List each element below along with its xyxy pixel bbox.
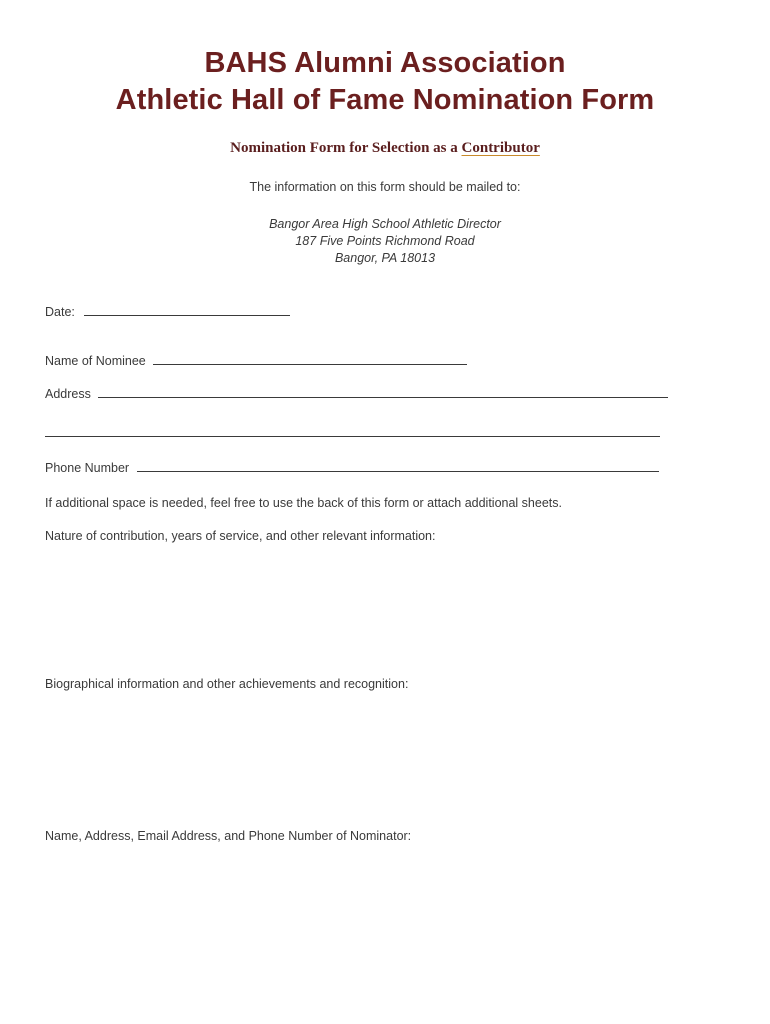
subtitle-category: Contributor <box>461 140 540 156</box>
address-row <box>45 385 668 401</box>
date-label: Date: <box>45 305 75 319</box>
mailing-address-line1: Bangor Area High School Athletic Director <box>269 217 501 231</box>
mailing-address <box>0 216 770 267</box>
nominee-name-field[interactable] <box>153 352 467 365</box>
mailing-address-line3: Bangor, PA 18013 <box>334 251 436 265</box>
additional-space-note: If additional space is needed, feel free to use the back of this form or attach additional sheets. <box>45 496 562 510</box>
address-field-line1[interactable] <box>98 385 668 398</box>
form-subtitle <box>0 140 770 157</box>
phone-row <box>45 459 659 475</box>
form-title-line2: Athletic Hall of Fame Nomination Form <box>115 84 655 116</box>
address-field-line2[interactable] <box>45 424 660 437</box>
form-title-line1: BAHS Alumni Association <box>204 47 566 79</box>
biography-prompt: Biographical information and other achievements and recognition: <box>45 677 409 691</box>
nominee-row <box>45 352 467 368</box>
mailing-address-line2: 187 Five Points Richmond Road <box>295 234 475 248</box>
phone-number-field[interactable] <box>137 459 659 472</box>
date-field[interactable] <box>84 303 290 316</box>
address-label: Address <box>45 387 91 401</box>
contribution-prompt: Nature of contribution, years of service, and other relevant information: <box>45 529 436 543</box>
subtitle-prefix: Nomination Form for Selection as a <box>230 140 462 156</box>
phone-label: Phone Number <box>45 461 130 475</box>
date-row <box>45 303 290 319</box>
mailing-instructions: The information on this form should be mailed to: <box>249 180 521 194</box>
nominee-label: Name of Nominee <box>45 354 146 368</box>
address-row-2 <box>45 424 660 440</box>
nominator-prompt: Name, Address, Email Address, and Phone Number of Nominator: <box>45 829 412 843</box>
